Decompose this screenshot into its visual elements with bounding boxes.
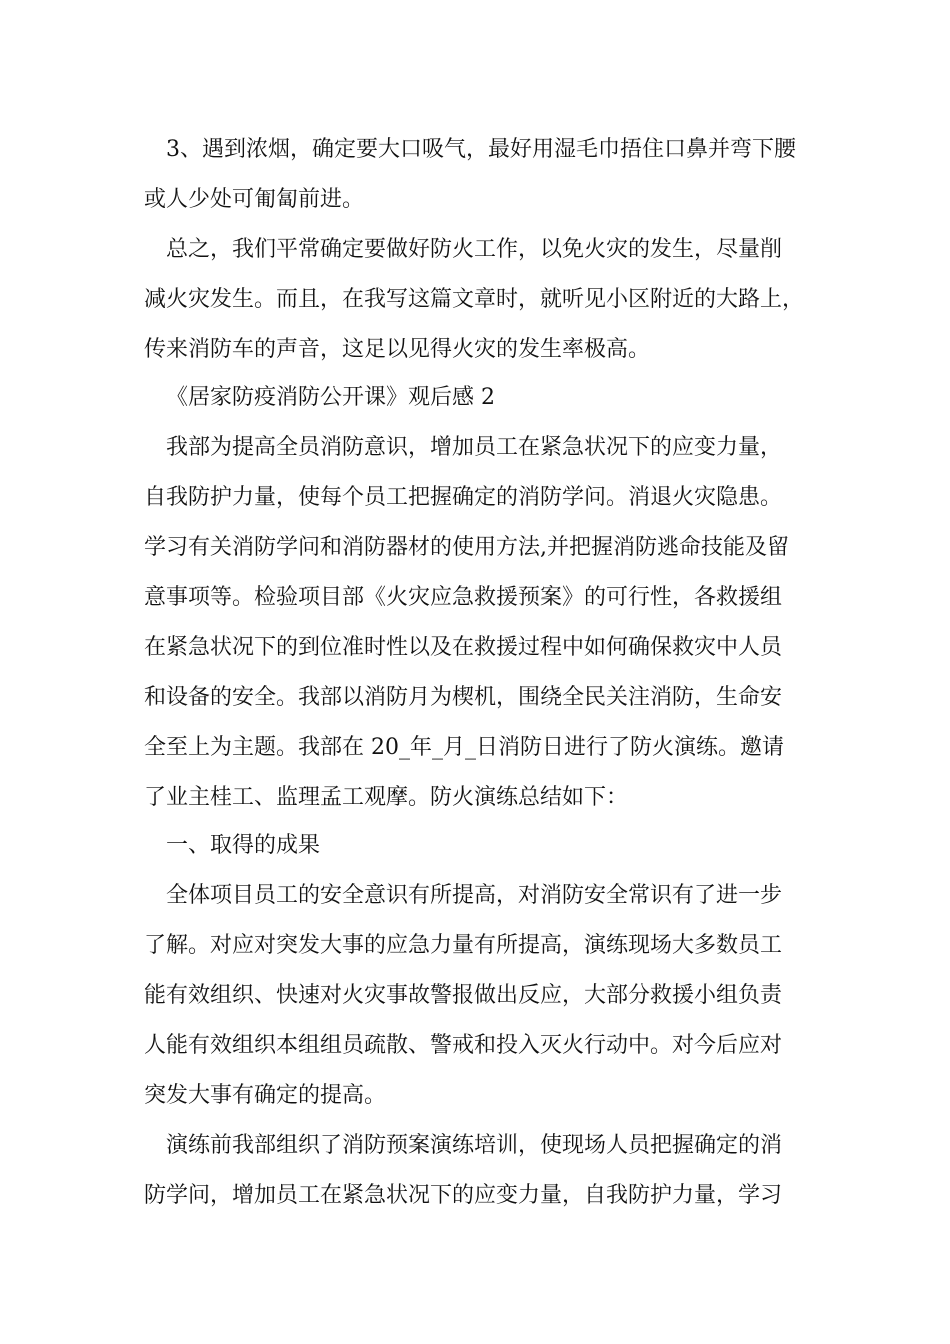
text-line: 全至上为主题。我部在 20_年_月_日消防日进行了防火演练。邀请 (144, 735, 784, 760)
text-line: 突发大事有确定的提高。 (144, 1083, 387, 1108)
text-line: 总之，我们平常确定要做好防火工作，以免火灾的发生，尽量削 (166, 237, 783, 262)
text-line: 或人少处可匍匐前进。 (144, 187, 365, 212)
text-line: 自我防护力量，使每个员工把握确定的消防学问。消退火灾隐患。 (144, 485, 783, 510)
text-line: 传来消防车的声音，这足以见得火灾的发生率极高。 (144, 337, 651, 362)
text-line: 学习有关消防学问和消防器材的使用方法,并把握消防逃命技能及留 (144, 535, 789, 560)
text-line: 能有效组织、快速对火灾事故警报做出反应，大部分救援小组负责 (144, 983, 783, 1008)
text-line: 我部为提高全员消防意识，增加员工在紧急状况下的应变力量， (166, 435, 783, 460)
text-line: 在紧急状况下的到位准时性以及在救援过程中如何确保救灾中人员 (144, 635, 783, 660)
text-line: 人能有效组织本组组员疏散、警戒和投入灭火行动中。对今后应对 (144, 1033, 783, 1058)
text-line: 了业主桂工、监理孟工观摩。防火演练总结如下： (144, 785, 629, 810)
text-line: 减火灾发生。而且，在我写这篇文章时，就听见小区附近的大路上， (144, 287, 805, 312)
text-line: 全体项目员工的安全意识有所提高，对消防安全常识有了进一步 (166, 883, 783, 908)
section-heading: 一、取得的成果 (166, 833, 321, 858)
text-line: 3、遇到浓烟，确定要大口吸气，最好用湿毛巾捂住口鼻并弯下腰 (166, 137, 796, 162)
text-line: 防学问，增加员工在紧急状况下的应变力量，自我防护力量，学习 (144, 1183, 783, 1208)
text-line: 演练前我部组织了消防预案演练培训，使现场人员把握确定的消 (166, 1133, 783, 1158)
text-line: 意事项等。检验项目部《火灾应急救援预案》的可行性，各救援组 (144, 585, 783, 610)
section-title: 《居家防疫消防公开课》观后感 2 (166, 385, 495, 410)
text-line: 了解。对应对突发大事的应急力量有所提高，演练现场大多数员工 (144, 933, 783, 958)
text-line: 和设备的安全。我部以消防月为楔机，围绕全民关注消防，生命安 (144, 685, 783, 710)
